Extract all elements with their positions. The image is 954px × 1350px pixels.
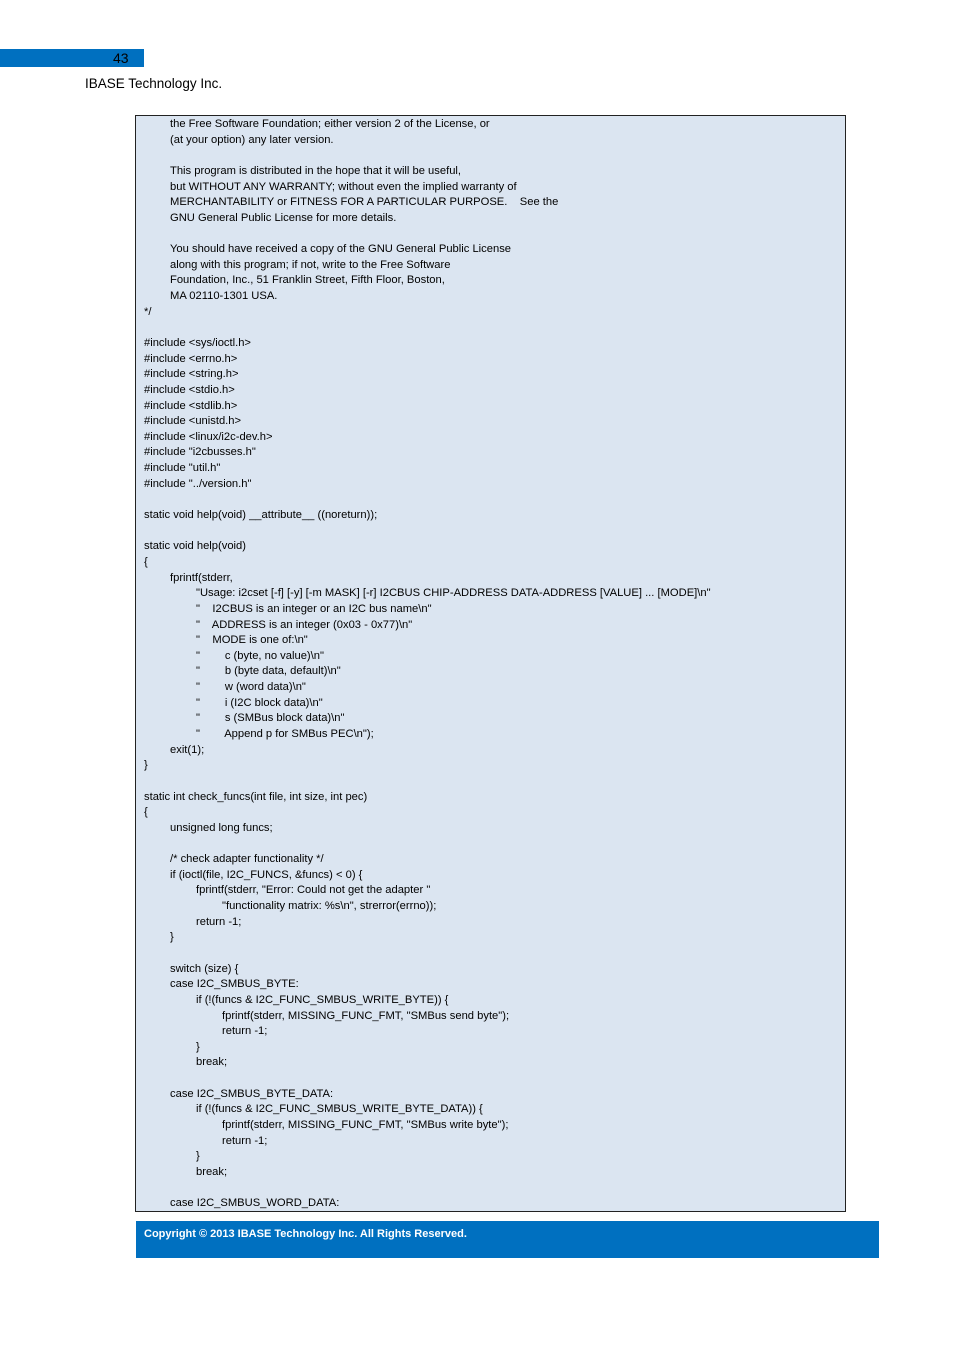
code-listing <box>144 117 845 1212</box>
code-line: but WITHOUT ANY WARRANTY; without even the implied warranty of <box>144 180 517 193</box>
code-line: } <box>144 1040 200 1053</box>
code-line: return -1; <box>144 915 242 928</box>
code-line: " c (byte, no value)\n" <box>144 649 324 662</box>
code-line: return -1; <box>144 1025 268 1038</box>
code-line: #include <errno.h> <box>144 352 238 365</box>
code-line: case I2C_SMBUS_WORD_DATA: <box>144 1197 340 1210</box>
code-line: "Usage: i2cset [-f] [-y] [-m MASK] [-r] I2CBUS CHIP-ADDRESS DATA-ADDRESS [VALUE] ... [MODE]\n" <box>144 587 711 600</box>
code-line: /* check adapter functionality */ <box>144 853 324 866</box>
code-line: #include "i2cbusses.h" <box>144 446 256 459</box>
code-line: " i (I2C block data)\n" <box>144 696 323 709</box>
code-line: { <box>144 806 148 819</box>
code-line: " Append p for SMBus PEC\n"); <box>144 727 374 740</box>
code-line: Foundation, Inc., 51 Franklin Street, Fifth Floor, Boston, <box>144 274 445 287</box>
code-listing-box <box>135 115 846 1212</box>
code-line: exit(1); <box>144 743 205 756</box>
code-line: GNU General Public License for more details. <box>144 211 397 224</box>
code-line: " b (byte data, default)\n" <box>144 665 341 678</box>
code-line: break; <box>144 1165 228 1178</box>
code-line: #include <string.h> <box>144 368 239 381</box>
code-line <box>144 524 845 540</box>
code-line: " w (word data)\n" <box>144 681 306 694</box>
code-line: You should have received a copy of the GNU General Public License <box>144 243 512 256</box>
code-line: (at your option) any later version. <box>144 133 334 146</box>
code-line <box>144 492 845 508</box>
code-line <box>144 226 845 242</box>
code-line: fprintf(stderr, MISSING_FUNC_FMT, "SMBus send byte"); <box>144 1009 510 1022</box>
code-line: " MODE is one of:\n" <box>144 634 308 647</box>
code-line: { <box>144 555 148 568</box>
code-line <box>144 836 845 852</box>
code-line: static void help(void) <box>144 540 246 553</box>
code-line: } <box>144 931 174 944</box>
code-line: static int check_funcs(int file, int size, int pec) <box>144 790 368 803</box>
code-line: " I2CBUS is an integer or an I2C bus name\n" <box>144 602 432 615</box>
code-line: #include <sys/ioctl.h> <box>144 336 251 349</box>
code-line <box>144 320 845 336</box>
code-line: "functionality matrix: %s\n", strerror(errno)); <box>144 900 437 913</box>
code-line <box>144 148 845 164</box>
code-line: if (ioctl(file, I2C_FUNCS, &funcs) < 0) { <box>144 868 363 881</box>
code-line: along with this program; if not, write to the Free Software <box>144 258 451 271</box>
code-line: #include <linux/i2c-dev.h> <box>144 430 273 443</box>
code-line: unsigned long funcs; <box>144 821 273 834</box>
code-line: #include <stdio.h> <box>144 383 235 396</box>
copyright-text: Copyright © 2013 IBASE Technology Inc. All Rights Reserved. <box>144 1228 467 1240</box>
code-line <box>144 1181 845 1197</box>
company-name: IBASE Technology Inc. <box>85 76 223 91</box>
code-line: #include <unistd.h> <box>144 415 242 428</box>
code-line <box>144 774 845 790</box>
code-line: if (!(funcs & I2C_FUNC_SMBUS_WRITE_BYTE)) { <box>144 993 449 1006</box>
page-number: 43 <box>113 50 129 66</box>
code-line: fprintf(stderr, MISSING_FUNC_FMT, "SMBus write byte"); <box>144 1119 509 1131</box>
code-line: */ <box>144 305 152 318</box>
code-line: switch (size) { <box>144 962 239 975</box>
code-line: #include "../version.h" <box>144 477 252 490</box>
code-line <box>144 946 845 962</box>
code-line: fprintf(stderr, <box>144 571 233 584</box>
code-line: #include "util.h" <box>144 462 221 475</box>
code-line: case I2C_SMBUS_BYTE_DATA: <box>144 1087 334 1100</box>
code-line: fprintf(stderr, "Error: Could not get the adapter " <box>144 884 431 897</box>
code-line: " s (SMBus block data)\n" <box>144 712 345 725</box>
code-line: } <box>144 1150 200 1163</box>
code-line: " ADDRESS is an integer (0x03 - 0x77)\n" <box>144 618 413 631</box>
code-line: This program is distributed in the hope that it will be useful, <box>144 164 462 177</box>
code-line: the Free Software Foundation; either version 2 of the License, or <box>144 118 490 130</box>
code-line: } <box>144 759 148 772</box>
code-line: MERCHANTABILITY or FITNESS FOR A PARTICULAR PURPOSE. See the <box>144 196 559 209</box>
code-line <box>144 1071 845 1087</box>
code-line: static void help(void) __attribute__ ((noreturn)); <box>144 509 378 522</box>
code-line: return -1; <box>144 1134 268 1147</box>
code-line: #include <stdlib.h> <box>144 399 238 412</box>
code-line: if (!(funcs & I2C_FUNC_SMBUS_WRITE_BYTE_DATA)) { <box>144 1103 483 1116</box>
code-line: MA 02110-1301 USA. <box>144 290 278 303</box>
code-line: break; <box>144 1056 228 1069</box>
code-line: case I2C_SMBUS_BYTE: <box>144 978 299 991</box>
footer-bar <box>136 1221 879 1258</box>
